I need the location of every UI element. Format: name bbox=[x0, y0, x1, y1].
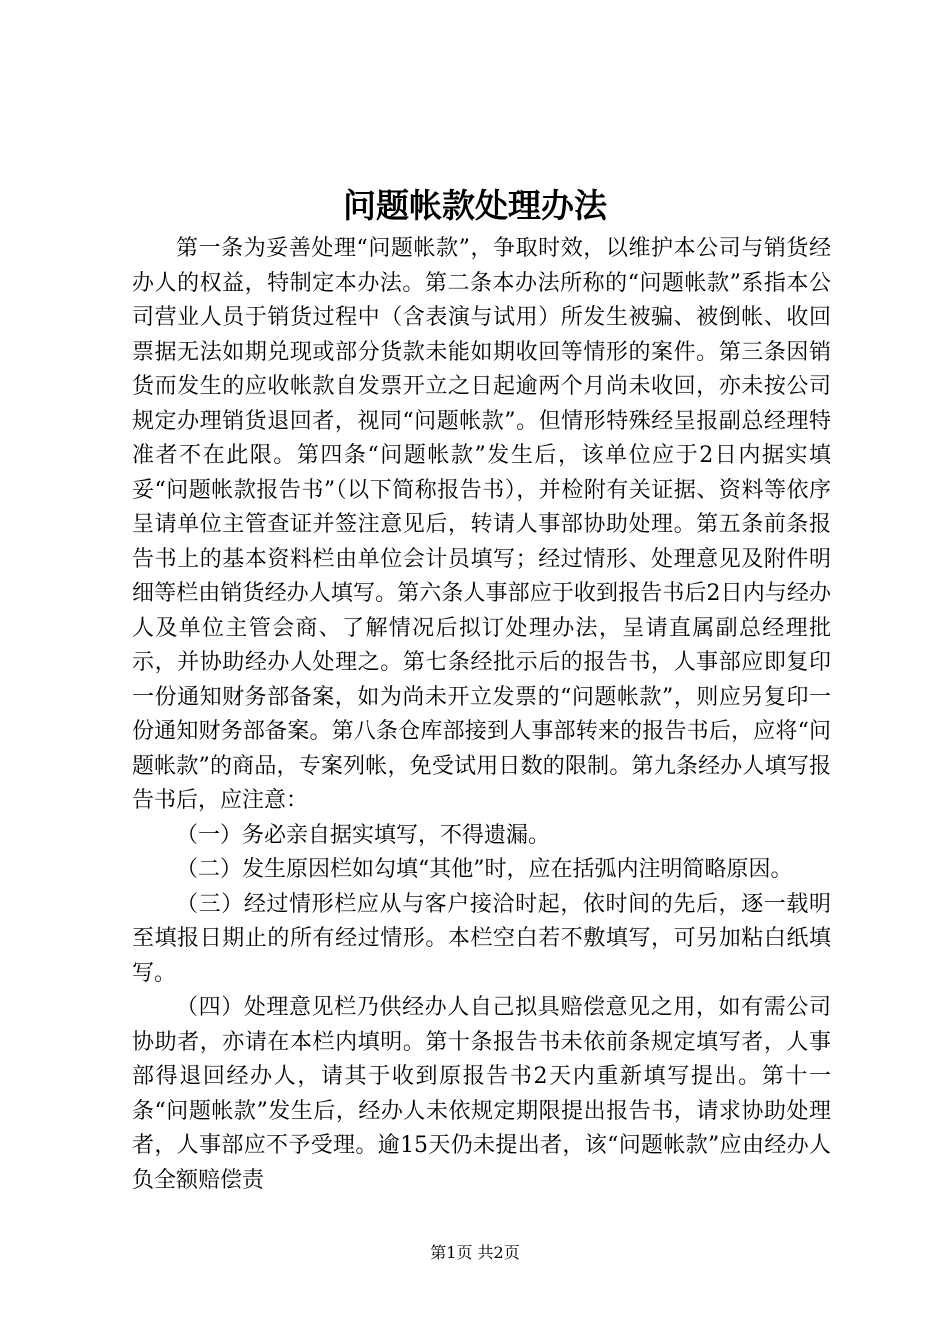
paragraph-articles-1-9: 第一条为妥善处理“问题帐款”，争取时效，以维护本公司与销货经办人的权益，特制定本办法。第二条本办法所称的“问题帐款”系指本公司营业人员于销货过程中（含表演与试用）所发生被骗、被倒帐、收回票据无法如期兑现或部分货款未能如期收回等情形的案件。第三条因销货而发生的应收帐款自发票开立之日起逾两个月尚未收回，亦未按公司规定办理销货退回者，视同“问题帐款”。但情形特殊经呈报副总经理特准者不在此限。第四条“问题帐款”发生后，该单位应于2日内据实填妥“问题帐款报告书”（以下简称报告书），并检附有关证据、资料等依序呈请单位主管查证并签注意见后，转请人事部协助处理。第五条前条报告书上的基本资料栏由单位会计员填写；经过情形、处理意见及附件明细等栏由销货经办人填写。第六条人事部应于收到报告书后2日内与经办人及单位主管会商、了解情况后拟订处理办法，呈请直属副总经理批示，并协助经办人处理之。第七条经批示后的报告书，人事部应即复印一份通知财务部备案，如为尚未开立发票的“问题帐款”，则应另复印一份通知财务部备案。第八条仓库部接到人事部转来的报告书后，应将“问题帐款”的商品，专案列帐，免受试用日数的限制。第九条经办人填写报告书后，应注意： bbox=[132, 236, 831, 813]
paragraph-item-4: （四）处理意见栏乃供经办人自己拟具赔偿意见之用，如有需公司协助者，亦请在本栏内填明。第十条报告书未依前条规定填写者，人事部得退回经办人，请其于收到原报告书2天内重新填写提出。第十一条“问题帐款”发生后，经办人未依规定期限提出报告书，请求协助处理者，人事部应不予受理。逾15天仍未提出者，该“问题帐款”应由经办人负全额赔偿责 bbox=[132, 995, 831, 1193]
document-body bbox=[132, 232, 831, 1198]
page-number-footer: 第1页 共2页 bbox=[430, 1243, 520, 1262]
document-title: 问题帐款处理办法 bbox=[343, 186, 607, 225]
paragraph-item-1: （一）务必亲自据实填写，不得遗漏。 bbox=[176, 822, 551, 848]
paragraph-item-3: （三）经过情形栏应从与客户接洽时起，依时间的先后，逐一载明至填报日期止的所有经过情形。本栏空白若不敷填写，可另加粘白纸填写。 bbox=[132, 891, 831, 986]
paragraph-item-2: （二）发生原因栏如勾填“其他”时，应在括弧内注明简略原因。 bbox=[176, 857, 793, 882]
